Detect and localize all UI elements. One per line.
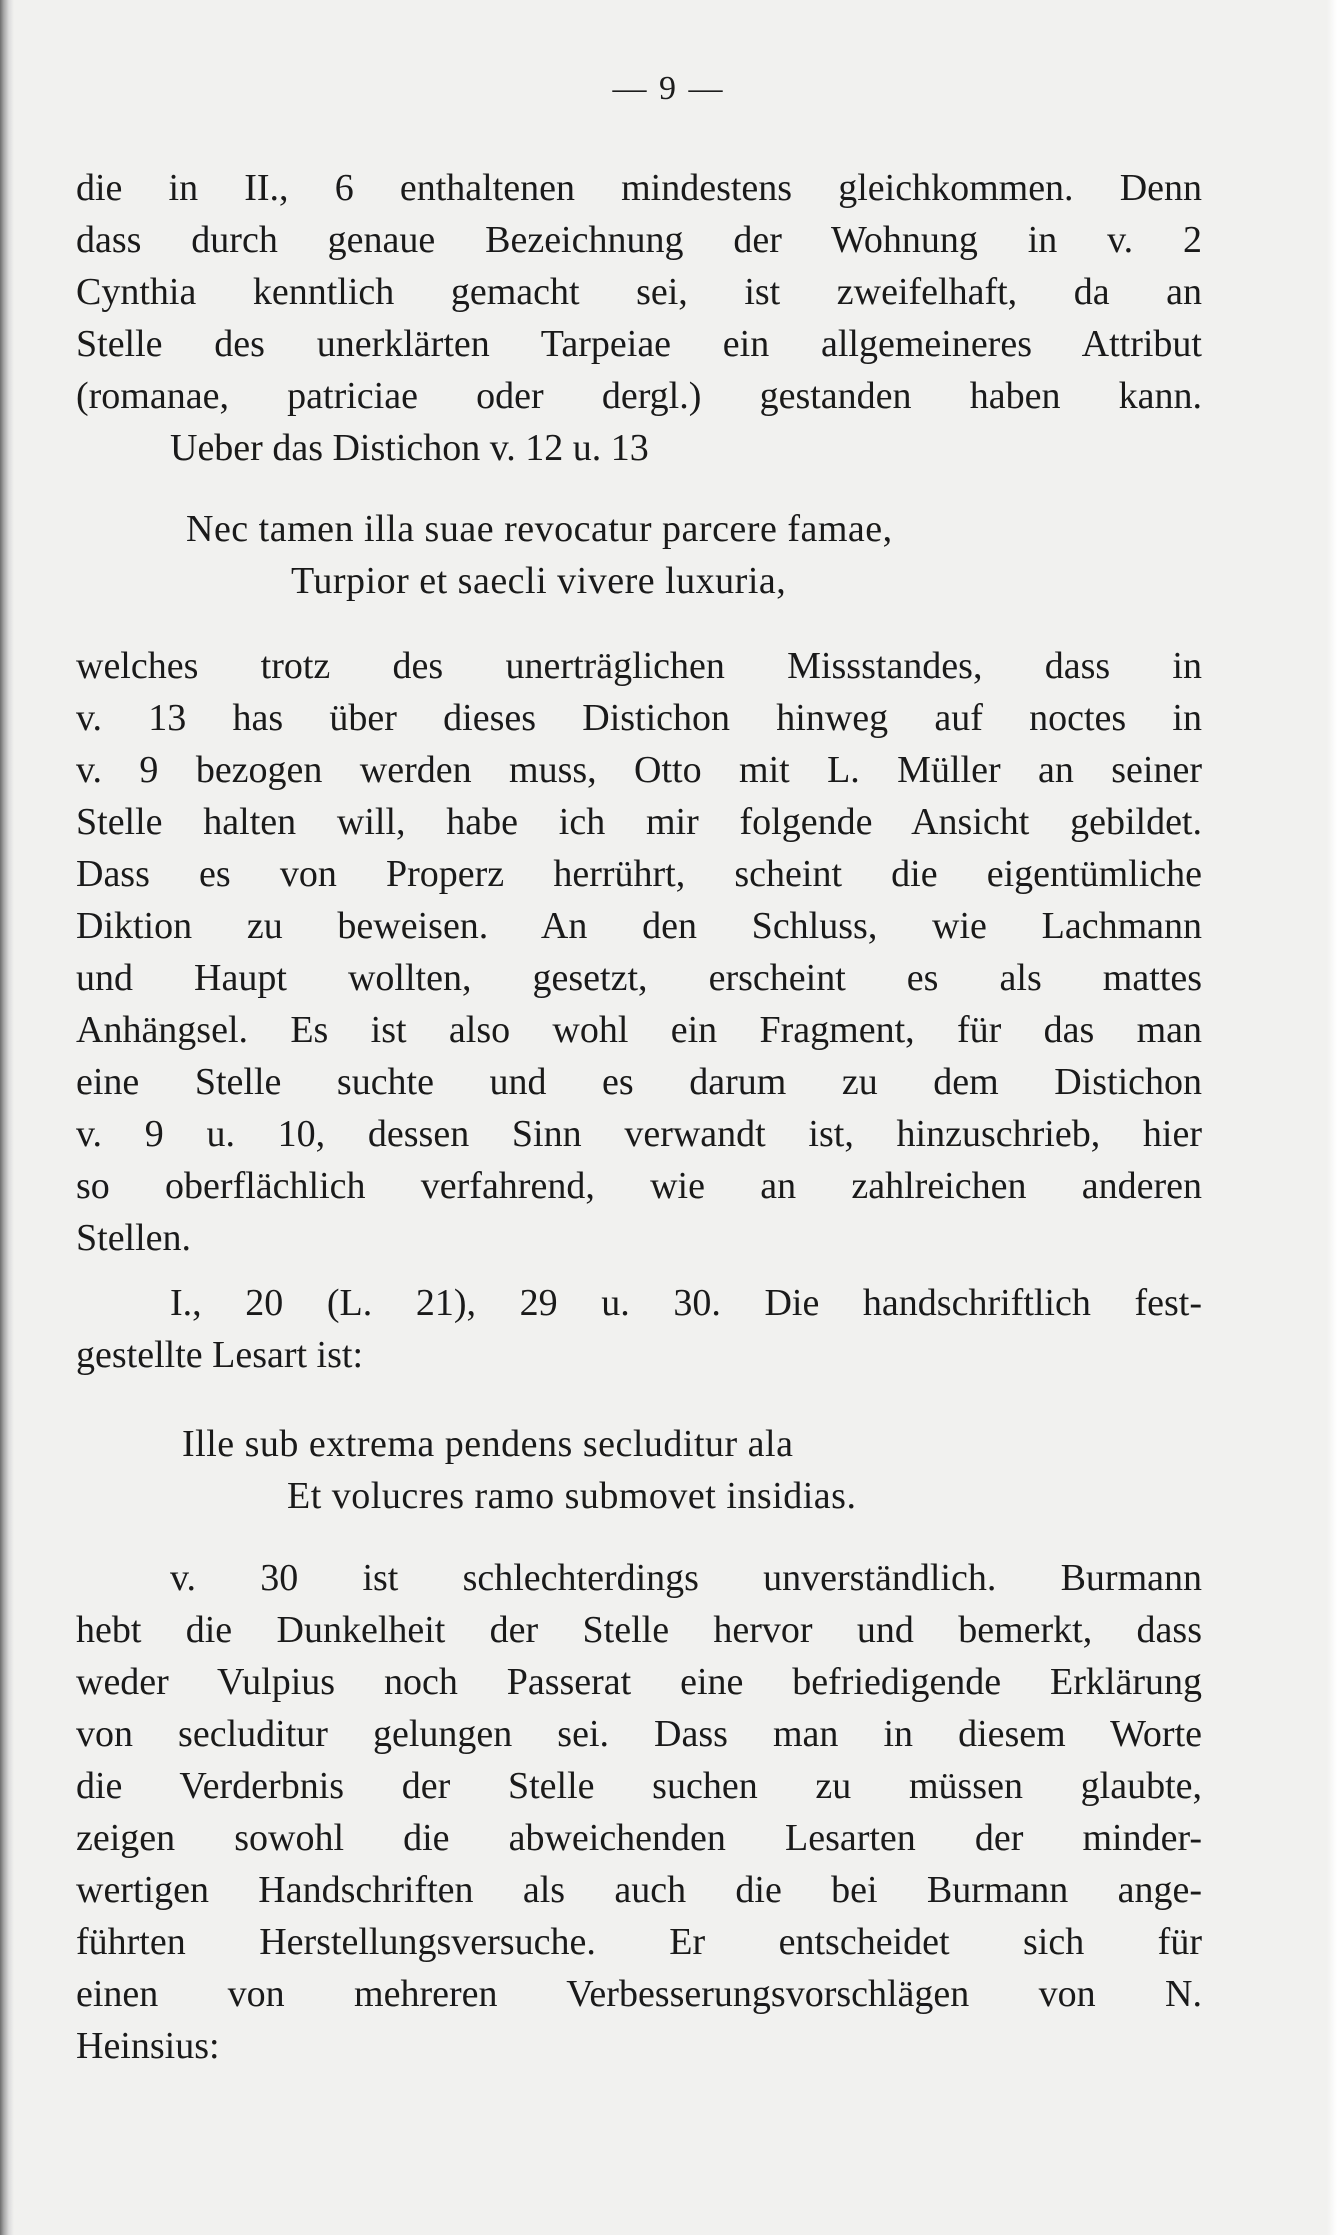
text-line: Cynthia kenntlich gemacht sei, ist zweifelhaft, da an (76, 271, 1202, 313)
text-line: eine Stelle suchte und es darum zu dem Distichon (76, 1061, 1202, 1103)
text-line: Anhängsel. Es ist also wohl ein Fragment, für das man (76, 1009, 1202, 1051)
verse-line: Nec tamen illa suae revocatur parcere famae, (186, 508, 893, 550)
text-line: v. 30 ist schlechterdings unverständlich. Burmann (170, 1557, 1202, 1599)
text-line: hebt die Dunkelheit der Stelle hervor und bemerkt, dass (76, 1609, 1202, 1651)
text-line: und Haupt wollten, gesetzt, erscheint es als mattes (76, 957, 1202, 999)
text-line: dass durch genaue Bezeichnung der Wohnung in v. 2 (76, 219, 1202, 261)
text-line: Heinsius: (76, 2025, 220, 2067)
text-line: welches trotz des unerträglichen Missstandes, dass in (76, 645, 1202, 687)
text-line: I., 20 (L. 21), 29 u. 30. Die handschriftlich fest- (170, 1282, 1202, 1324)
text-line: von secluditur gelungen sei. Dass man in diesem Worte (76, 1713, 1202, 1755)
text-line: die in II., 6 enthaltenen mindestens gleichkommen. Denn (76, 167, 1202, 209)
text-line: wertigen Handschriften als auch die bei Burmann ange- (76, 1869, 1202, 1911)
text-line: (romanae, patriciae oder dergl.) gestanden haben kann. (76, 375, 1202, 417)
page-binding-shadow (0, 0, 14, 2235)
verse-line: Ille sub extrema pendens secluditur ala (182, 1423, 794, 1465)
text-line: führten Herstellungsversuche. Er entscheidet sich für (76, 1921, 1202, 1963)
text-line: einen von mehreren Verbesserungsvorschlägen von N. (76, 1973, 1202, 2015)
verse-line: Turpior et saecli vivere luxuria, (291, 560, 787, 602)
verse-line: Et volucres ramo submovet insidias. (287, 1475, 857, 1517)
text-line: die Verderbnis der Stelle suchen zu müssen glaubte, (76, 1765, 1202, 1807)
text-line: zeigen sowohl die abweichenden Lesarten der minder- (76, 1817, 1202, 1859)
page-right-edge (1327, 0, 1337, 2235)
text-line: v. 9 u. 10, dessen Sinn verwandt ist, hinzuschrieb, hier (76, 1113, 1202, 1155)
text-line: gestellte Lesart ist: (76, 1334, 364, 1376)
text-line: Stelle des unerklärten Tarpeiae ein allgemeineres Attribut (76, 323, 1202, 365)
page-number: — 9 — (612, 70, 725, 107)
text-line: Diktion zu beweisen. An den Schluss, wie Lachmann (76, 905, 1202, 947)
text-line: v. 13 has über dieses Distichon hinweg auf noctes in (76, 697, 1202, 739)
text-line: Stelle halten will, habe ich mir folgende Ansicht gebildet. (76, 801, 1202, 843)
text-line: weder Vulpius noch Passerat eine befriedigende Erklärung (76, 1661, 1202, 1703)
text-line: Stellen. (76, 1217, 192, 1259)
text-line: v. 9 bezogen werden muss, Otto mit L. Müller an seiner (76, 749, 1202, 791)
text-line: Dass es von Properz herrührt, scheint die eigentümliche (76, 853, 1202, 895)
text-line: Ueber das Distichon v. 12 u. 13 (170, 427, 649, 469)
text-line: so oberflächlich verfahrend, wie an zahlreichen anderen (76, 1165, 1202, 1207)
